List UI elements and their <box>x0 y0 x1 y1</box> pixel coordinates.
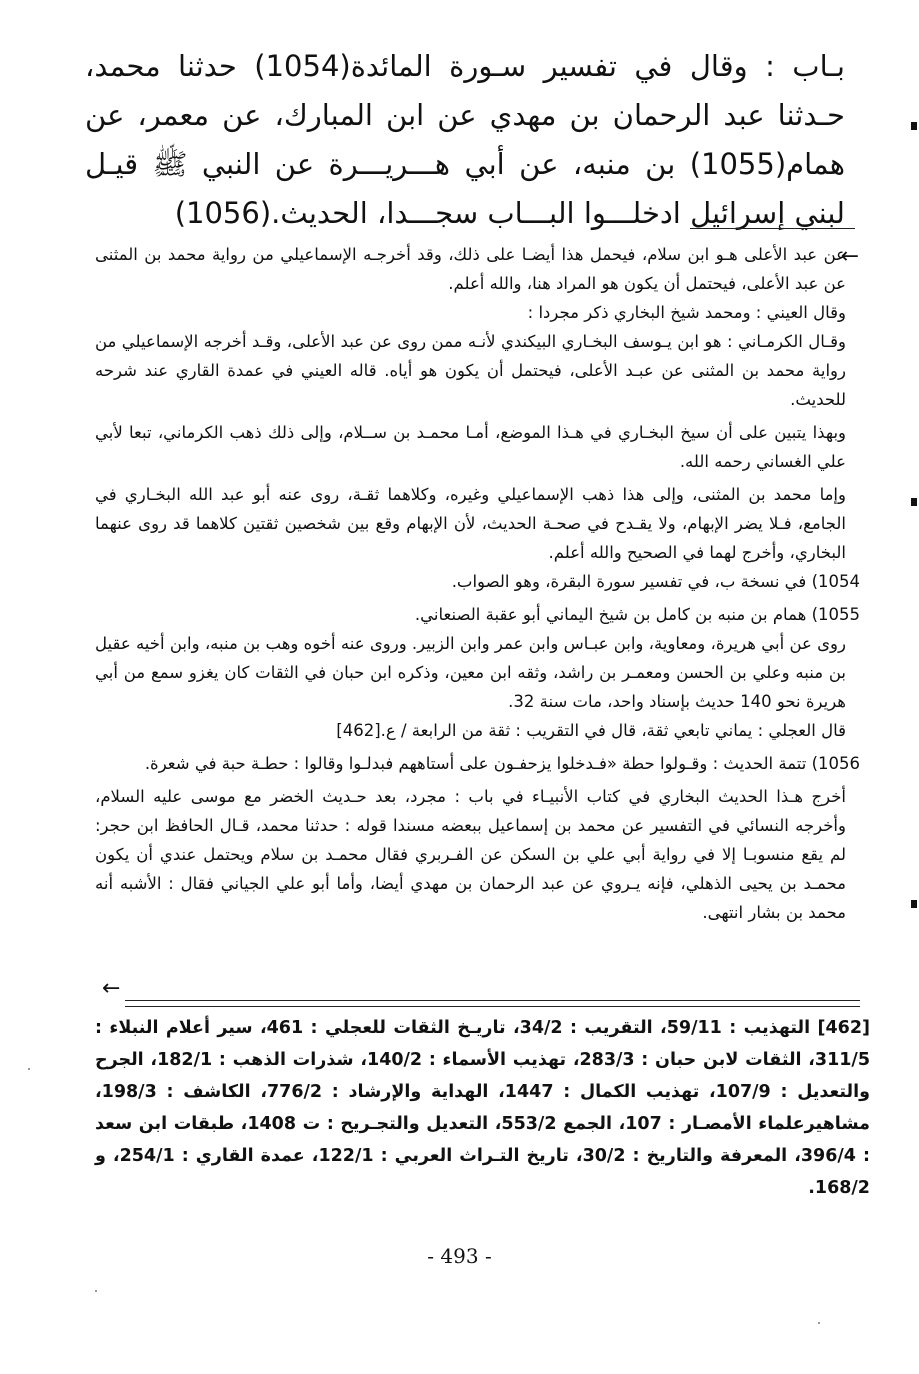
reference-entry <box>95 1012 870 1204</box>
footnotes <box>95 240 860 927</box>
footnote-paragraph: أخرج هـذا الحديث البخاري في كتاب الأنبيـاء في باب : مجرد، بعد حـديث الخضر مع موسى عليه السلام، وأخرجه النسائي في التفسير عن محمد بن إسماعيل ببعضه مسندا قوله : حدثنا محمد، قـال الحافظ ابن حجر: لم يقع منسوبـا إلا في رواية أبي علي بن السكن عن الفـربري فقال محمـد بن سلام ويحتمل عندي أن يكون محمـد بن يحيى الذهلي، فإنه يـروي عن عبد الرحمان بن مهدي أيضا، وأما أبو علي الجياني فقال : الأشبه أنه محمد بن بشار انتهى. <box>95 787 846 922</box>
binding-mark <box>911 122 917 130</box>
end-arrow-icon: ← <box>102 976 121 1001</box>
footnote-paragraph: قال العجلي : يماني تابعي ثقة، قال في التقريب : ثقة من الرابعة / ع.[462] <box>336 721 846 740</box>
scan-speck <box>28 1068 30 1070</box>
footnote-1055 <box>95 600 860 629</box>
footnote-paragraph: روى عن أبي هريرة، ومعاوية، وابن عبـاس وابن عمر وابن الزبير. وروى عنه أخوه وهب بن منبه، وابن أخيه عقيل بن منبه وعلي بن الحسن ومعمـر بن راشد، وثقه ابن معين، وذكره ابن حبان في الثقات كان يغزو سمع من أبي هريرة نحو 140 حديث بإسناد واحد، مات سنة 32. <box>95 634 846 711</box>
references <box>95 1012 870 1204</box>
footnote-number: 1054) <box>811 572 860 591</box>
footnote-text: تتمة الحديث : وقـولوا حطة «فـدخلوا يزحفـون على أستاههم فبدلـوا وقالوا : حطـة حبة في شعرة. <box>144 754 807 773</box>
footnote-1054 <box>95 567 860 596</box>
page-number: - 493 - <box>427 1244 492 1268</box>
footnote-paragraph: وقـال الكرمـاني : هو ابن يـوسف البخـاري البيكندي لأنـه ممن روى عن عبد الأعلى، وقـد أخرجه الإسماعيلي من رواية محمد بن المثنى عن عبـد الأعلى، فيحتمل أن يكون هو أياه. قاله العيني في عمدة القاري عند شرحه للحديث. <box>95 332 846 409</box>
footnote-number: 1055) <box>811 605 860 624</box>
footnote-paragraph: وبهذا يتبين على أن سيخ البخـاري في هـذا الموضع، أمـا محمـد بن ســلام، وإلى ذلك ذهب الكرماني، تبعا لأبي علي الغساني رحمه الله. <box>95 423 846 471</box>
footnote-paragraph: عن عبد الأعلى هـو ابن سلام، فيحمل هذا أيضـا على ذلك، وقد أخرجـه الإسماعيلي من رواية محمد بن المثنى عن عبد الأعلى، فيحتمل أن يكون هو المراد هنا، والله أعلم. <box>95 245 846 293</box>
continuation-arrow-icon: ← <box>840 244 859 269</box>
footnote-paragraph: وقال العيني : ومحمد شيخ البخاري ذكر مجردا : <box>527 303 846 322</box>
footnote-text: همام بن منبه بن كامل بن شيخ اليماني أبو عقبة الصنعاني. <box>414 605 807 624</box>
main-text <box>85 42 845 238</box>
footnote-paragraph: وإما محمد بن المثنى، وإلى هذا ذهب الإسماعيلي وغيره، وكلاهما ثقـة، روى عنه أبو عبد الله البخـاري في الجامع، فـلا يضر الإبهام، ولا يقـدح في صحـة الحديث، لأن الإبهام وقع بين شخصين ثقتين كلاهما قد روى عنهما البخاري، وأخرج لهما في الصحيح والله أعلم. <box>95 485 846 562</box>
footnote-1056 <box>95 749 860 778</box>
binding-mark <box>911 900 917 908</box>
reference-text: التهذيب : 59/11، التقريب : 34/2، تاريـخ الثقات للعجلي : 461، سير أعلام النبلاء : 311/5، الثقات لابن حبان : 283/3، تهذيب الأسماء : 140/2، شذرات الذهب : 182/1، الجرح والتعديل : 107/9، تهذيب الكمال : 1447، الهداية والإرشاد : 776/2، الكاشف : 198/3، مشاهيرعلماء الأمصـار : 107، الجمع 553/2، التعديل والتجـريح : ت 1408، طبقات ابن سعد : 396/4، المعرفة والتاريخ : 30/2، تاريخ التـراث العربي : 122/1، عمدة القاري : 254/1، و 168/2. <box>95 1018 871 1198</box>
scan-speck <box>818 1322 820 1324</box>
scan-speck <box>95 1290 97 1292</box>
main-paragraph: بـاب : وقال في تفسير سـورة المائدة(1054) حدثنا محمد، حـدثنا عبد الرحمان بن مهدي عن ابن المبارك، عن معمر، عن همام(1055) بن منبه، عن أبي هـــريـــرة عن النبي ﷺ قيـل لبني إسرائيل ادخلـــوا البـــاب سجـــدا، الحديث.(1056) <box>85 49 845 230</box>
references-separator <box>125 1000 860 1007</box>
binding-mark <box>911 498 917 506</box>
footnote-number: 1056) <box>811 754 860 773</box>
footnote-text: في نسخة ب، في تفسير سورة البقرة، وهو الصواب. <box>451 572 807 591</box>
footnote-separator <box>690 228 855 229</box>
reference-number: [462] <box>817 1018 871 1038</box>
